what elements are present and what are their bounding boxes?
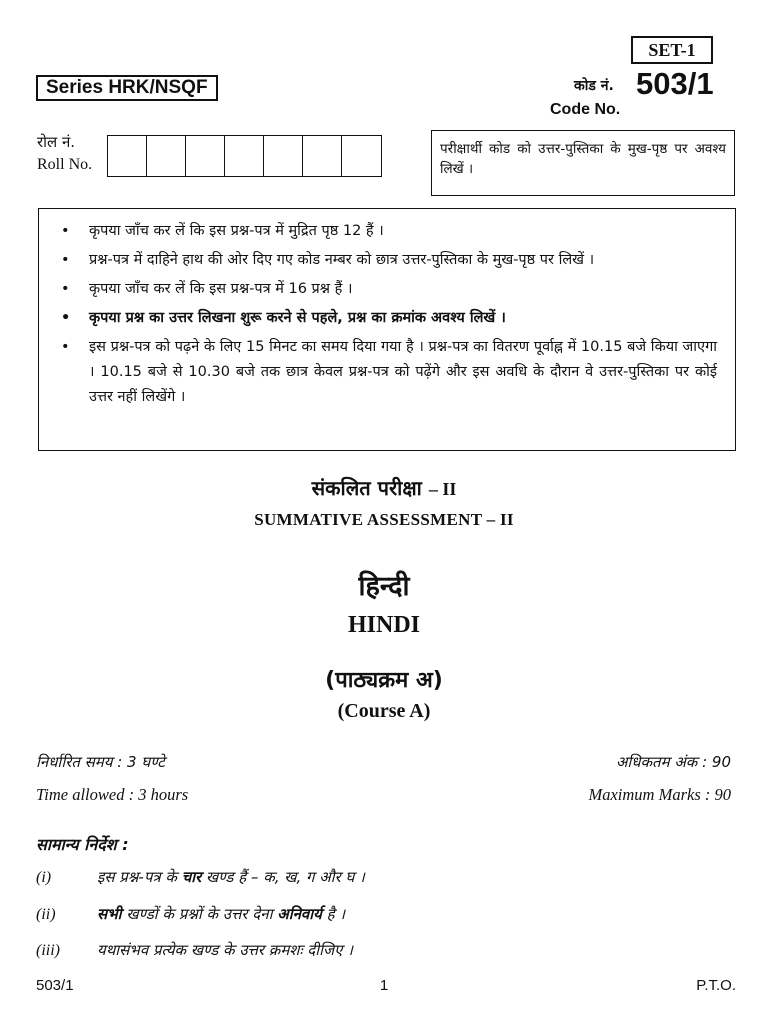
item-bold: चार [181,868,202,886]
instruction-text: कृपया प्रश्न का उत्तर लिखना शुरू करने से पहले, प्रश्न का क्रमांक अवश्य लिखें । [89,310,506,326]
roll-cell [303,136,342,176]
item-number: (ii) [36,906,56,923]
time-hindi: निर्धारित समय : 3 घण्टे [36,753,165,771]
instruction-item [59,219,717,244]
course-hindi: (पाठ्यक्रम अ) [325,668,443,693]
general-instruction-item [36,904,345,924]
roll-label-english: Roll No. [37,156,93,173]
roll-cell [108,136,147,176]
roll-label-hindi: रोल नं. [37,133,76,151]
instructions-box [38,208,736,451]
instruction-text: कृपया जाँच कर लें कि इस प्रश्न-पत्र में 16 प्रश्न हैं । [89,281,353,297]
item-text: खण्डों के प्रश्नों के उत्तर देना [121,905,278,923]
bullet-icon: • [61,310,71,326]
marks-hindi: अधिकतम अंक : 90 [615,753,731,771]
item-text: इस प्रश्न-पत्र के [97,868,182,886]
item-number: (i) [36,869,52,886]
code-label-hindi: कोड नं. [574,78,614,94]
footer-page-number: 1 [379,977,389,994]
item-bold: अनिवार्य [277,905,322,923]
general-instruction-item [36,867,365,887]
roll-cell [186,136,225,176]
instructions-list [59,219,717,410]
exam-title-hindi-text: संकलित परीक्षा [311,476,422,500]
bullet-icon: • [61,223,70,239]
bullet-icon: • [61,281,70,297]
roll-cell [264,136,303,176]
instruction-text: प्रश्न-पत्र में दाहिने हाथ की ओर दिए गए कोड नम्बर को छात्र उत्तर-पुस्तिका के मुख-पृष्ठ पर लिखें । [89,252,595,268]
roll-cell [147,136,186,176]
general-instructions-heading: सामान्य निर्देश : [36,835,129,854]
time-english: Time allowed : 3 hours [36,785,189,804]
roll-cell [342,136,381,176]
exam-title-english: SUMMATIVE ASSESSMENT – II [254,510,514,529]
code-label-english: Code No. [550,101,621,118]
instruction-text: कृपया जाँच कर लें कि इस प्रश्न-पत्र में मुद्रित पृष्ठ 12 हैं । [89,223,384,239]
footer-pto: P.T.O. [696,977,736,994]
roll-number-grid [107,135,382,177]
instruction-item [59,335,717,410]
instruction-text: इस प्रश्न-पत्र को पढ़ने के लिए 15 मिनट का समय दिया गया है । प्रश्न-पत्र का वितरण पूर्वाह्न में 10.15 बजे किया जाएगा । 10.15 बजे से 10.30 बजे तक छात्र केवल प्रश्न-पत्र को पढ़ेंगे और इस अवधि के दौरान वे उत्तर-पुस्तिका पर कोई उत्तर नहीं लिखेंगे । [89,339,717,405]
candidate-note: परीक्षार्थी कोड को उत्तर-पुस्तिका के मुख-पृष्ठ पर अवश्य लिखें । [431,130,735,196]
bullet-icon: • [61,339,70,355]
item-text: है । [321,905,346,923]
set-label: SET-1 [631,36,713,64]
item-number: (iii) [36,942,60,959]
marks-english: Maximum Marks : 90 [588,785,731,804]
general-instruction-item [36,940,353,960]
footer-code: 503/1 [36,977,74,994]
subject-hindi: हिन्दी [358,571,410,602]
code-number: 503/1 [636,66,714,101]
bullet-icon: • [61,252,70,268]
item-text: यथासंभव प्रत्येक खण्ड के उत्तर क्रमशः दीजिए । [97,941,353,959]
instruction-item [59,248,717,273]
instruction-item [59,306,717,331]
roll-cell [225,136,264,176]
series-label: Series HRK/NSQF [36,75,218,101]
exam-title-roman: – II [428,479,457,499]
course-english: (Course A) [337,700,431,722]
exam-title-hindi [0,474,768,501]
item-bold: सभी [97,905,122,923]
instruction-item [59,277,717,302]
subject-english: HINDI [347,612,420,638]
item-text: खण्ड हैं – क, ख, ग और घ । [201,868,365,886]
